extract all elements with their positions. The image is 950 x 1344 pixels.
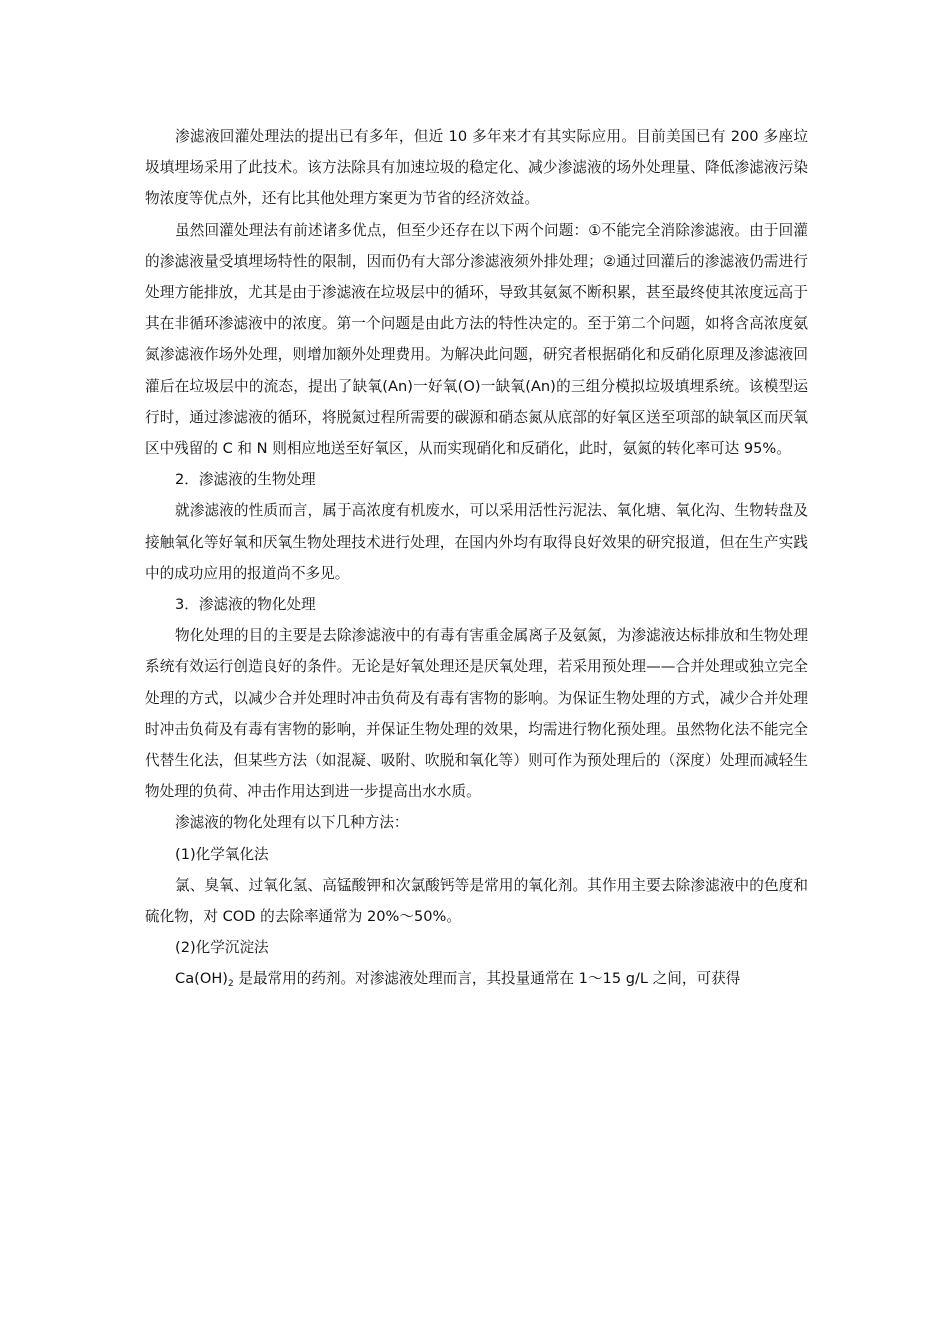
formula-subscript: 2 [227,979,234,990]
paragraph-chemical-precipitation [145,963,808,994]
subheading-chemical-oxidation: (1)化学氧化法 [175,845,269,863]
paragraph-recirculation-problems: 虽然回灌处理法有前述诸多优点，但至少还存在以下两个问题：①不能完全消除渗滤液。由于回灌的渗滤液量受填埋场特性的限制，因而仍有大部分渗滤液须外排处理；②通过回灌后的渗滤液仍需进行处理方能排放，尤其是由于渗滤液在垃圾层中的循环，导致其氨氮不断积累，甚至最终使其浓度远高于其在非循环渗滤液中的浓度。第一个问题是由此方法的特性决定的。至于第二个问题，如将含高浓度氨氮渗滤液作场外处理，则增加额外处理费用。为解决此问题，研究者根据硝化和反硝化原理及渗滤液回灌后在垃圾层中的流态，提出了缺氧(An)一好氧(O)一缺氧(An)的三组分模拟垃圾填埋系统。该模型运行时，通过渗滤液的循环，将脱氮过程所需要的碳源和硝态氮从底部的好氧区送至项部的缺氧区而厌氧区中残留的 C 和 N 则相应地送至好氧区，从而实现硝化和反硝化，此时，氨氮的转化率可达 95%。 [145,221,808,458]
precipitation-text: 是最常用的药剂。对渗滤液处理而言，其投量通常在 1～15 g/L 之间，可获得 [233,970,741,988]
formula-calcium-hydroxide: Ca(OH) [175,970,228,988]
paragraph-methods-intro: 渗滤液的物化处理有以下几种方法： [175,814,409,832]
subheading-chemical-precipitation: (2)化学沉淀法 [175,939,269,957]
paragraph-biological: 就渗滤液的性质而言，属于高浓度有机废水，可以采用活性污泥法、氧化塘、氧化沟、生物转盘及接触氧化等好氧和厌氧生物处理技术进行处理，在国内外均有取得良好效果的研究报道，但在生产实践中的成功应用的报道尚不多见。 [145,502,808,582]
paragraph-recirculation-intro: 渗滤液回灌处理法的提出已有多年，但近 10 多年来才有其实际应用。目前美国已有 200 多座垃圾填埋场采用了此技术。该方法除具有加速垃圾的稳定化、减少渗滤液的场外处理量、降低渗滤液污染物浓度等优点外，还有比其他处理方案更为节省的经济效益。 [145,128,808,208]
document-body [145,121,808,995]
paragraph-chemical-oxidation: 氯、臭氧、过氧化氢、高锰酸钾和次氯酸钙等是常用的氧化剂。其作用主要去除渗滤液中的色度和硫化物，对 COD 的去除率通常为 20%～50%。 [145,876,808,926]
section-heading-physicochemical: 3．渗滤液的物化处理 [175,596,316,614]
section-heading-biological: 2．渗滤液的生物处理 [175,471,316,489]
paragraph-physicochemical: 物化处理的目的主要是去除渗滤液中的有毒有害重金属离子及氨氮，为渗滤液达标排放和生物处理系统有效运行创造良好的条件。无论是好氧处理还是厌氧处理，若采用预处理——合并处理或独立完全处理的方式，以减少合并处理时冲击负荷及有毒有害物的影响。为保证生物处理的方式，减少合并处理时冲击负荷及有毒有害物的影响，并保证生物处理的效果，均需进行物化预处理。虽然物化法不能完全代替生化法，但某些方法（如混凝、吸附、吹脱和氧化等）则可作为预处理后的（深度）处理而减轻生物处理的负荷、冲击作用达到进一步提高出水水质。 [145,627,808,801]
